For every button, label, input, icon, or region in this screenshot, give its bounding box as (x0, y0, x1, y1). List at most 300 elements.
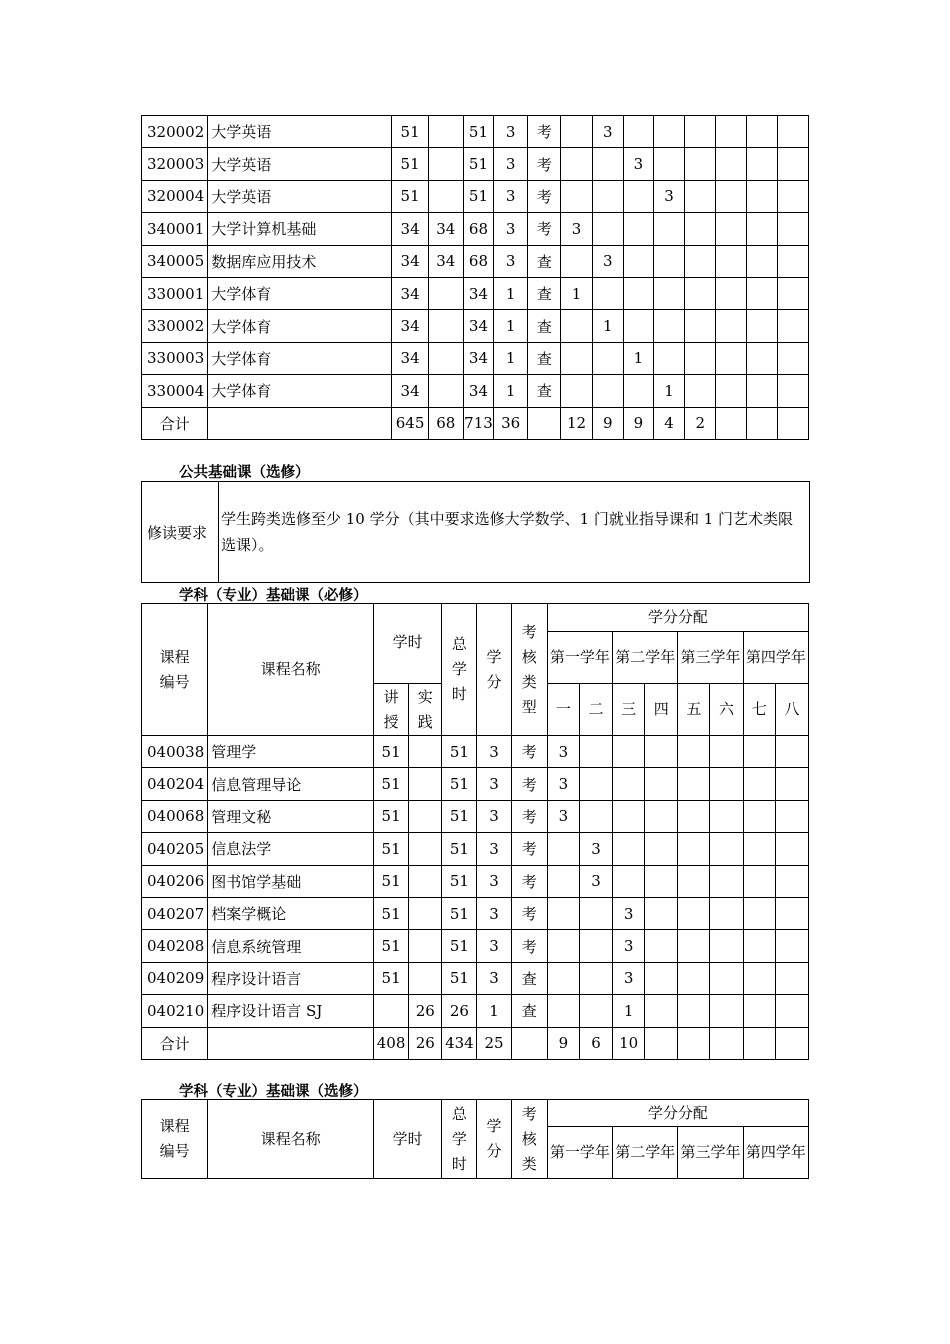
semester-credit (579, 930, 612, 962)
semester-credit (547, 897, 579, 929)
total-semester-credit (710, 1027, 743, 1059)
semester-credit: 1 (623, 342, 653, 374)
public-required-table (141, 115, 809, 440)
lecture-hours (374, 995, 409, 1027)
semester-credit (561, 310, 592, 342)
requirement-table (141, 481, 810, 583)
semester-credit (775, 865, 808, 897)
course-name: 信息系统管理 (208, 930, 374, 962)
exam-type: 查 (528, 375, 561, 407)
table-row (142, 342, 809, 374)
semester-credit (775, 768, 808, 800)
semester-credit (716, 277, 747, 309)
semester-credit (547, 995, 579, 1027)
semester-credit (653, 310, 684, 342)
course-name: 大学英语 (208, 180, 392, 212)
table-row (142, 148, 809, 180)
total-semester-credit: 6 (579, 1027, 612, 1059)
practice-hours: 34 (428, 213, 463, 245)
total-hours: 51 (442, 833, 477, 865)
semester-credit (775, 897, 808, 929)
semester-credit (685, 342, 716, 374)
exam-type: 查 (528, 310, 561, 342)
semester-credit (561, 245, 592, 277)
header-year-2: 第二学年 (613, 632, 678, 684)
header-credit-distribution: 学分分配 (547, 604, 808, 632)
semester-credit (653, 277, 684, 309)
semester-credit (579, 897, 612, 929)
section-title-discipline-required: 学科（专业）基础课（必修） (179, 588, 368, 604)
lecture-hours: 34 (392, 342, 428, 374)
semester-credit (645, 768, 678, 800)
semester-credit (678, 930, 710, 962)
lecture-hours: 34 (392, 277, 428, 309)
course-code: 340001 (142, 213, 208, 245)
total-hours: 34 (463, 375, 493, 407)
semester-credit (710, 962, 743, 994)
exam-type: 考 (511, 897, 547, 929)
course-name: 管理学 (208, 736, 374, 768)
semester-credit (685, 277, 716, 309)
course-name: 信息管理导论 (208, 768, 374, 800)
semester-credit (592, 277, 623, 309)
semester-credit (777, 310, 808, 342)
semester-credit: 3 (547, 736, 579, 768)
credits: 3 (477, 865, 511, 897)
total-hours: 51 (442, 962, 477, 994)
course-code: 320004 (142, 180, 208, 212)
header-sem-8: 八 (775, 684, 808, 736)
total-hours: 26 (442, 995, 477, 1027)
semester-credit (710, 865, 743, 897)
semester-credit (645, 736, 678, 768)
semester-credit: 3 (592, 245, 623, 277)
discipline-elective-table (141, 1099, 809, 1179)
total-semester-credit (777, 407, 808, 439)
header-sem-7: 七 (743, 684, 775, 736)
total-lecture-hours: 645 (392, 407, 428, 439)
semester-credit (653, 116, 684, 148)
section-title-public-elective: 公共基础课（选修） (179, 465, 310, 481)
total-credits: 36 (494, 407, 528, 439)
semester-credit (710, 800, 743, 832)
semester-credit (747, 342, 777, 374)
semester-credit (710, 897, 743, 929)
table-row (142, 995, 809, 1027)
course-code: 040208 (142, 930, 208, 962)
requirement-label: 修读要求 (142, 482, 219, 583)
course-code: 040209 (142, 962, 208, 994)
credits: 3 (494, 213, 528, 245)
credits: 3 (494, 180, 528, 212)
semester-credit (685, 213, 716, 245)
header-practice: 实践 (409, 684, 442, 736)
total-hours: 51 (442, 865, 477, 897)
credits: 3 (477, 768, 511, 800)
semester-credit: 3 (547, 800, 579, 832)
total-semester-credit: 2 (685, 407, 716, 439)
practice-hours: 26 (409, 995, 442, 1027)
semester-credit (685, 310, 716, 342)
semester-credit (775, 995, 808, 1027)
semester-credit: 3 (579, 833, 612, 865)
total-credits: 25 (477, 1027, 511, 1059)
lecture-hours: 34 (392, 213, 428, 245)
practice-hours: 34 (428, 245, 463, 277)
semester-credit (747, 277, 777, 309)
total-hours: 51 (442, 768, 477, 800)
total-hours: 434 (442, 1027, 477, 1059)
semester-credit (743, 833, 775, 865)
semester-credit (710, 930, 743, 962)
total-hours: 51 (442, 736, 477, 768)
semester-credit (747, 180, 777, 212)
semester-credit (716, 342, 747, 374)
semester-credit (710, 768, 743, 800)
total-hours: 51 (442, 930, 477, 962)
total-exam-type (528, 407, 561, 439)
total-hours: 68 (463, 213, 493, 245)
lecture-hours: 51 (374, 897, 409, 929)
semester-credit (775, 930, 808, 962)
exam-type: 查 (511, 962, 547, 994)
semester-credit: 3 (561, 213, 592, 245)
semester-credit (685, 116, 716, 148)
semester-credit (613, 800, 645, 832)
semester-credit (623, 310, 653, 342)
semester-credit: 3 (613, 962, 645, 994)
credits: 3 (494, 116, 528, 148)
credits: 3 (494, 148, 528, 180)
total-label: 合计 (142, 407, 208, 439)
semester-credit (645, 897, 678, 929)
total-row (142, 407, 809, 439)
practice-hours (409, 897, 442, 929)
semester-credit (777, 375, 808, 407)
total-hours: 34 (463, 310, 493, 342)
semester-credit (653, 213, 684, 245)
course-name: 大学计算机基础 (208, 213, 392, 245)
total-hours: 51 (442, 800, 477, 832)
total-hours: 68 (463, 245, 493, 277)
course-code: 330002 (142, 310, 208, 342)
table-row (142, 116, 809, 148)
semester-credit (592, 342, 623, 374)
table-row (142, 897, 809, 929)
lecture-hours: 34 (392, 245, 428, 277)
credits: 3 (477, 800, 511, 832)
semester-credit (613, 736, 645, 768)
header-year-2: 第二学年 (613, 1127, 678, 1179)
semester-credit (678, 768, 710, 800)
course-code: 340005 (142, 245, 208, 277)
total-semester-credit: 4 (653, 407, 684, 439)
header-year-4: 第四学年 (743, 632, 808, 684)
semester-credit: 3 (579, 865, 612, 897)
semester-credit (710, 995, 743, 1027)
total-hours: 34 (463, 342, 493, 374)
semester-credit (716, 245, 747, 277)
course-name: 管理文秘 (208, 800, 374, 832)
header-year-4: 第四学年 (743, 1127, 808, 1179)
semester-credit (613, 768, 645, 800)
total-name-blank (208, 1027, 374, 1059)
table-row (142, 180, 809, 212)
exam-type: 查 (511, 995, 547, 1027)
course-code: 040068 (142, 800, 208, 832)
table-row (142, 245, 809, 277)
course-name: 档案学概论 (208, 897, 374, 929)
exam-type: 考 (511, 736, 547, 768)
semester-credit (623, 277, 653, 309)
lecture-hours: 51 (374, 930, 409, 962)
credits: 3 (477, 897, 511, 929)
lecture-hours: 34 (392, 310, 428, 342)
credits: 3 (477, 930, 511, 962)
semester-credit (775, 962, 808, 994)
course-name: 大学体育 (208, 310, 392, 342)
credits: 1 (494, 375, 528, 407)
course-name: 数据库应用技术 (208, 245, 392, 277)
course-code: 040206 (142, 865, 208, 897)
course-name: 大学体育 (208, 342, 392, 374)
table-row (142, 375, 809, 407)
semester-credit (777, 116, 808, 148)
semester-credit (777, 277, 808, 309)
table-row (142, 736, 809, 768)
course-name: 图书馆学基础 (208, 865, 374, 897)
semester-credit (645, 995, 678, 1027)
semester-credit (579, 800, 612, 832)
semester-credit (547, 833, 579, 865)
semester-credit (747, 148, 777, 180)
section-title-discipline-elective: 学科（专业）基础课（选修） (179, 1084, 368, 1100)
total-semester-credit: 9 (547, 1027, 579, 1059)
lecture-hours: 51 (374, 833, 409, 865)
practice-hours (409, 768, 442, 800)
semester-credit (579, 962, 612, 994)
lecture-hours: 51 (374, 736, 409, 768)
practice-hours (428, 148, 463, 180)
course-code: 320002 (142, 116, 208, 148)
course-code: 040207 (142, 897, 208, 929)
total-hours: 51 (463, 180, 493, 212)
semester-credit (645, 865, 678, 897)
semester-credit (579, 736, 612, 768)
practice-hours (409, 962, 442, 994)
course-code: 330001 (142, 277, 208, 309)
semester-credit (623, 180, 653, 212)
practice-hours (428, 310, 463, 342)
exam-type: 查 (528, 342, 561, 374)
practice-hours (428, 277, 463, 309)
table-row (142, 768, 809, 800)
header-sem-3: 三 (613, 684, 645, 736)
total-semester-credit (747, 407, 777, 439)
header-sem-5: 五 (678, 684, 710, 736)
total-row (142, 1027, 809, 1059)
course-name: 大学体育 (208, 277, 392, 309)
course-code: 330003 (142, 342, 208, 374)
semester-credit (678, 865, 710, 897)
total-semester-credit (775, 1027, 808, 1059)
semester-credit (777, 148, 808, 180)
header-lecture: 讲授 (374, 684, 409, 736)
semester-credit (623, 245, 653, 277)
semester-credit (747, 245, 777, 277)
semester-credit (685, 245, 716, 277)
semester-credit (716, 148, 747, 180)
semester-credit (678, 800, 710, 832)
semester-credit (653, 342, 684, 374)
total-practice-hours: 26 (409, 1027, 442, 1059)
semester-credit (561, 148, 592, 180)
course-name: 程序设计语言 SJ (208, 995, 374, 1027)
semester-credit: 1 (613, 995, 645, 1027)
semester-credit (592, 213, 623, 245)
semester-credit (623, 116, 653, 148)
header-credit-distribution: 学分分配 (547, 1100, 808, 1127)
semester-credit: 3 (653, 180, 684, 212)
header-total-hours: 总学时 (442, 1100, 477, 1179)
semester-credit (777, 213, 808, 245)
semester-credit (547, 865, 579, 897)
semester-credit (561, 116, 592, 148)
semester-credit (685, 375, 716, 407)
course-code: 040038 (142, 736, 208, 768)
credits: 1 (477, 995, 511, 1027)
header-credit: 学分 (477, 1100, 511, 1179)
exam-type: 查 (528, 277, 561, 309)
semester-credit (685, 148, 716, 180)
semester-credit (743, 768, 775, 800)
semester-credit (747, 310, 777, 342)
exam-type: 考 (511, 768, 547, 800)
semester-credit (645, 833, 678, 865)
semester-credit (645, 800, 678, 832)
semester-credit (743, 995, 775, 1027)
semester-credit (743, 865, 775, 897)
semester-credit (743, 897, 775, 929)
course-name: 大学体育 (208, 375, 392, 407)
semester-credit (623, 375, 653, 407)
semester-credit (579, 995, 612, 1027)
practice-hours (428, 342, 463, 374)
semester-credit: 3 (613, 897, 645, 929)
exam-type: 考 (528, 213, 561, 245)
header-sem-4: 四 (645, 684, 678, 736)
header-course-name: 课程名称 (208, 1100, 374, 1179)
semester-credit (716, 180, 747, 212)
total-hours: 713 (463, 407, 493, 439)
semester-credit (743, 962, 775, 994)
semester-credit (743, 736, 775, 768)
semester-credit (653, 148, 684, 180)
semester-credit (613, 865, 645, 897)
semester-credit (716, 310, 747, 342)
header-year-3: 第三学年 (678, 1127, 743, 1179)
table-row (142, 865, 809, 897)
semester-credit (716, 213, 747, 245)
course-name: 信息法学 (208, 833, 374, 865)
total-name-blank (208, 407, 392, 439)
header-course-code: 课程编号 (142, 604, 208, 736)
semester-credit (743, 930, 775, 962)
semester-credit: 1 (592, 310, 623, 342)
total-semester-credit (743, 1027, 775, 1059)
exam-type: 考 (511, 865, 547, 897)
course-name: 大学英语 (208, 116, 392, 148)
credits: 3 (477, 736, 511, 768)
semester-credit: 1 (653, 375, 684, 407)
lecture-hours: 51 (392, 148, 428, 180)
semester-credit (775, 800, 808, 832)
semester-credit (747, 116, 777, 148)
discipline-required-table (141, 603, 809, 1060)
header-sem-1: 一 (547, 684, 579, 736)
semester-credit (592, 375, 623, 407)
total-semester-credit (716, 407, 747, 439)
semester-credit (716, 116, 747, 148)
header-year-1: 第一学年 (547, 1127, 612, 1179)
semester-credit (777, 342, 808, 374)
course-code: 330004 (142, 375, 208, 407)
exam-type: 查 (528, 245, 561, 277)
header-exam-type: 考核类型 (511, 604, 547, 736)
total-semester-credit (678, 1027, 710, 1059)
total-semester-credit: 9 (623, 407, 653, 439)
semester-credit (710, 833, 743, 865)
practice-hours (409, 865, 442, 897)
table-row (142, 800, 809, 832)
semester-credit (678, 897, 710, 929)
semester-credit: 3 (547, 768, 579, 800)
semester-credit (685, 180, 716, 212)
semester-credit (561, 342, 592, 374)
semester-credit: 3 (592, 116, 623, 148)
lecture-hours: 51 (392, 116, 428, 148)
semester-credit (613, 833, 645, 865)
course-code: 040205 (142, 833, 208, 865)
practice-hours (409, 800, 442, 832)
course-name: 程序设计语言 (208, 962, 374, 994)
semester-credit (747, 213, 777, 245)
exam-type: 考 (511, 930, 547, 962)
course-code: 040210 (142, 995, 208, 1027)
header-exam-type: 考核类 (511, 1100, 547, 1179)
lecture-hours: 51 (374, 768, 409, 800)
lecture-hours: 51 (374, 962, 409, 994)
header-year-1: 第一学年 (547, 632, 612, 684)
table-row (142, 833, 809, 865)
total-practice-hours: 68 (428, 407, 463, 439)
table-row (142, 962, 809, 994)
credits: 3 (477, 833, 511, 865)
semester-credit (743, 800, 775, 832)
semester-credit (775, 833, 808, 865)
total-semester-credit (645, 1027, 678, 1059)
semester-credit (678, 736, 710, 768)
header-hours: 学时 (374, 1100, 442, 1179)
total-semester-credit: 12 (561, 407, 592, 439)
total-hours: 51 (463, 148, 493, 180)
semester-credit (547, 962, 579, 994)
semester-credit: 1 (561, 277, 592, 309)
semester-credit (592, 148, 623, 180)
semester-credit (561, 180, 592, 212)
table-row (142, 277, 809, 309)
total-hours: 34 (463, 277, 493, 309)
